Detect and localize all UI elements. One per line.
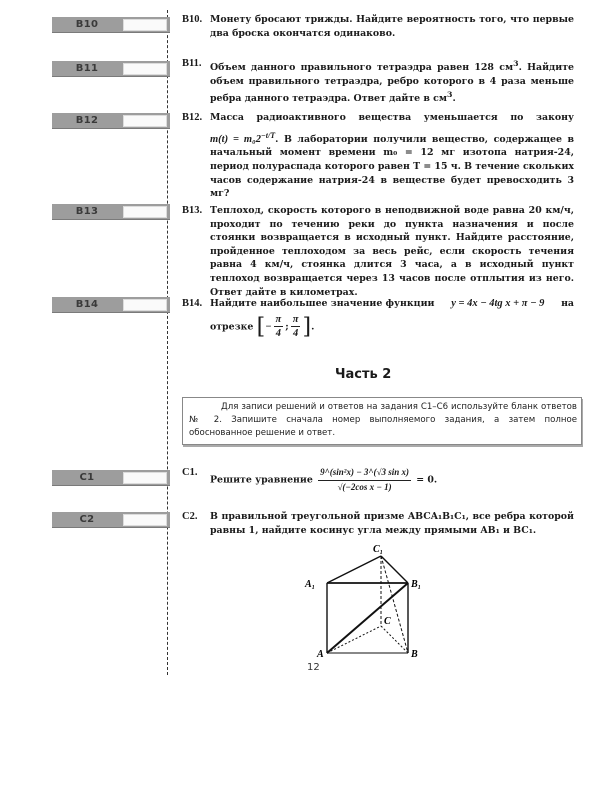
answer-field	[123, 63, 167, 75]
part-2-heading: Часть 2	[335, 367, 392, 382]
task-number: C1.	[182, 467, 198, 478]
answer-field	[123, 19, 167, 31]
task-b13	[182, 204, 574, 299]
instruction-box	[182, 397, 582, 445]
answer-label: B11	[75, 63, 99, 74]
task-c2	[182, 510, 574, 537]
answer-field	[123, 514, 167, 526]
task-text-lead: Найдите наибольшее значение функции	[210, 298, 435, 309]
fraction	[291, 313, 301, 341]
vertex-label-b: B	[411, 649, 418, 660]
task-number: B13.	[182, 205, 203, 216]
task-text-na: на	[561, 298, 574, 309]
edge-c1b1	[381, 556, 408, 583]
text-part: . Найдите объем правильного тетраэдра, ребро которого в 4 раза меньше ребра данного тетраэдра. Ответ дайте в см	[210, 62, 574, 105]
formula: m(t) = m₀2	[210, 133, 261, 145]
task-b14	[182, 297, 574, 341]
text-part: Объем данного правильного тетраэдра равен 128 см	[210, 62, 514, 74]
task-b10	[182, 13, 574, 40]
task-text-segment: отрезке	[210, 321, 254, 333]
line-bc1	[381, 556, 408, 653]
answer-label: C1	[79, 472, 95, 483]
task-text	[182, 466, 574, 494]
fraction-numerator: π	[274, 313, 284, 328]
page-number: 12	[307, 662, 320, 673]
answer-label: B12	[75, 115, 99, 126]
task-text-rest: . В лаборатории получили вещество, содержащее в начальный момент времени m₀ = 12 мг изотопа натрия-24, период полураспада которого равен T = 15 ч. В течение скольких часов содержание натрия-24 в веществе будет превосходить 3 мг?	[210, 133, 575, 200]
task-b11	[182, 57, 574, 106]
task-c1	[182, 466, 574, 494]
answer-label: B14	[75, 299, 99, 310]
fraction-denominator: 4	[275, 328, 282, 340]
answer-field	[123, 206, 167, 218]
task-line: Масса радиоактивного вещества уменьшается по закону	[210, 112, 574, 123]
answer-box-c1	[52, 470, 170, 486]
task-text: Теплоход, скорость которого в неподвижной воде равна 20 км/ч, проходит по течению реки до пункта назначения и после стоянки возвращается в исходный пункт. Найдите расстояние, пройденное теплоходом за весь рейс, если скорость течения равна 4 км/ч, стоянка длится 3 часа, а в исходный пункт теплоход возвращается через 13 часов после отплытия из него. Ответ дайте в километрах.	[210, 205, 574, 298]
answer-box-b11	[52, 61, 170, 77]
minus-sign: −	[265, 321, 272, 333]
answer-box-b13	[52, 204, 170, 220]
superscript: 3	[513, 59, 519, 68]
formula-exponent: −t/T	[260, 130, 276, 140]
task-number: B12.	[182, 112, 203, 123]
task-text	[182, 57, 574, 106]
task-text: В правильной треугольной призме ABCA₁B₁C₁, все ребра которой равны 1, найдите косинус угла между прямыми AB₁ и BC₁.	[210, 511, 574, 536]
bracket-close: ]	[302, 313, 312, 339]
vertex-label-c1: C₁	[373, 544, 384, 555]
answer-field	[123, 115, 167, 127]
bracket-open: [	[256, 313, 266, 339]
answer-label: B10	[75, 19, 99, 30]
superscript: 3	[447, 90, 453, 100]
task-number: B11.	[182, 58, 202, 69]
fraction-denominator: 4	[292, 328, 299, 340]
task-text: Монету бросают трижды. Найдите вероятность того, что первые два броска окончатся одинаково.	[210, 14, 574, 39]
answer-label: C2	[79, 514, 95, 525]
equation-equals: = 0.	[416, 474, 438, 486]
task-number: B10.	[182, 14, 203, 25]
task-text-lead: Решите уравнение	[210, 474, 313, 486]
prism-figure	[300, 540, 440, 660]
line-ab1	[327, 583, 408, 653]
formula: y = 4x − 4tg x + π − 9	[451, 298, 545, 309]
task-b12	[182, 111, 574, 201]
margin-divider	[167, 10, 168, 675]
vertex-label-c: C	[384, 616, 391, 627]
instruction-text: Для записи решений и ответов на задания С1–С6 используйте бланк ответов № 2. Запишите сначала номер выполняемого задания, а затем полное обоснованное решение и ответ.	[189, 402, 577, 438]
edge-a1c1	[327, 556, 381, 583]
vertex-label-a: A	[317, 649, 324, 660]
fraction-denominator: √(−2cos x − 1)	[337, 481, 392, 492]
task-number: B14.	[182, 298, 203, 309]
answer-field	[123, 472, 167, 484]
answer-field	[123, 299, 167, 311]
fraction-numerator: π	[291, 313, 301, 328]
answer-box-b12	[52, 113, 170, 129]
answer-label: B13	[75, 206, 99, 217]
answer-box-c2	[52, 512, 170, 528]
answer-box-b14	[52, 297, 170, 313]
vertex-label-b1: B₁	[411, 579, 422, 590]
task-text	[182, 111, 574, 201]
equation-fraction	[318, 466, 411, 494]
separator: ;	[285, 321, 289, 333]
answer-box-b10	[52, 17, 170, 33]
task-number: C2.	[182, 511, 198, 522]
fraction-numerator: 9^(sin²x) − 3^(√3 sin x)	[318, 466, 411, 481]
task-text: Найдите наибольшее значение функции y = 4x − 4tg x + π − 9 на отрезке [− $\frac{\pi}{4}$ ; $\frac{\pi}{4}$ ].	[210, 298, 574, 340]
text-part: .	[452, 93, 456, 105]
fraction	[274, 313, 284, 341]
vertex-label-a1: A₁	[305, 579, 316, 590]
